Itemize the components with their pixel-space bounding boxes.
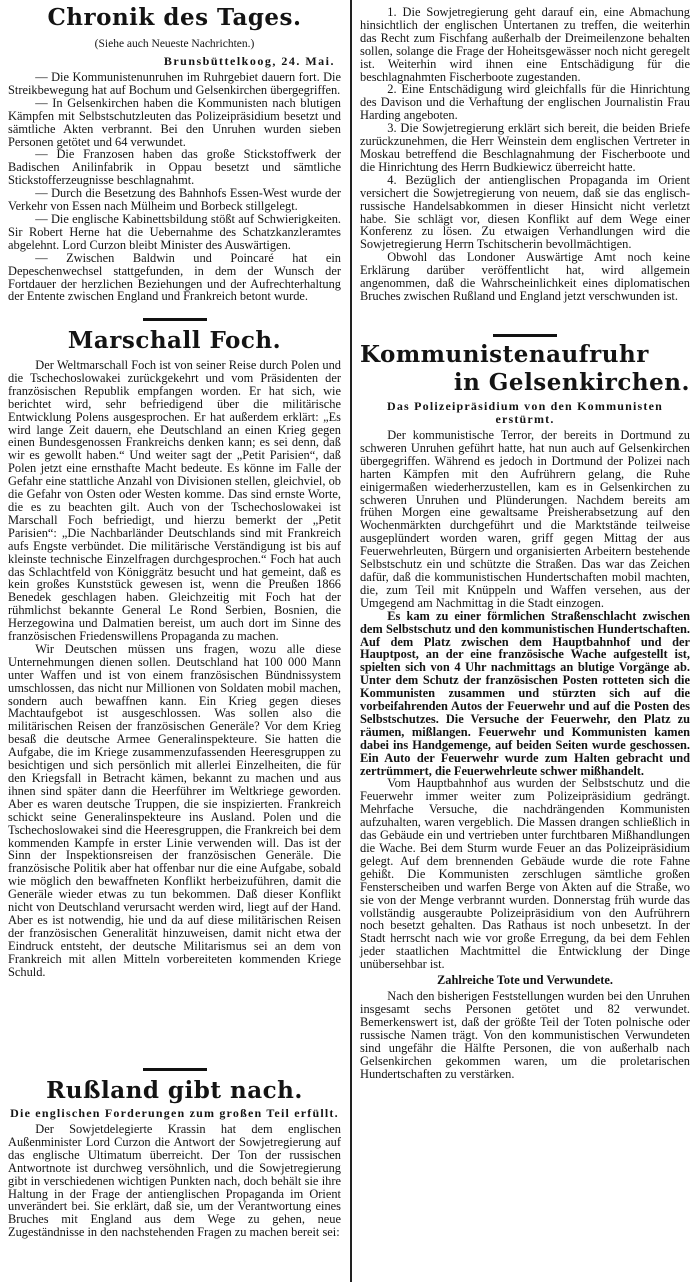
section-rule xyxy=(493,334,557,337)
news-item: — Durch die Besetzung des Bahnhofs Essen-West wurde der Verkehr von Essen nach Mülheim und Borbeck stillgelegt. xyxy=(8,186,341,214)
news-item: — Die englische Kabinettsbildung stößt auf Schwierigkeiten. Sir Robert Herne hat die Uebernahme des Schatzkanzleramtes abgelehnt. Lord Curzon bleibt Minister des Auswärtigen. xyxy=(8,211,341,252)
aufruhr-section xyxy=(360,334,690,1080)
aufruhr-title-line1: Kommunistenaufruhr xyxy=(360,341,649,368)
article-paragraph: Der kommunistische Terror, der bereits in Dortmund zu schweren Unruhen geführt hatte, hat nun auch auf Gelsenkirchen übergegriffen. Während es jedoch in Dortmund der Polizei nach harten Kämpfen mit den Aufrührern gelang, die Ruhe einigermaßen wiederherzustellen, kam es in Gelsenkirchen zu schweren Unruhen und Plünderungen. Nachdem bereits am frühen Morgen eine gewaltsame Preisherabsetzung auf den Wochenmärkten durchgeführt und die Marktstände teilweise ausgeplündert worden waren, griff gegen Mittag der aus Feuerwehrleuten, Bürgern und organisierten Arbeitern bestehende Selbstschutz ein und schützte die Straßen. Das war das Zeichen dafür, daß die kommunistischen Hundertschaften mobil machten, die, zum Teil mit Knüppeln und Waffen versehen, aus der Umgegend am Nachmittag in die Stadt einzogen. xyxy=(360,428,690,610)
article-paragraph: Vom Hauptbahnhof aus wurden der Selbstschutz und die Feuerwehr immer weiter zum Polizeipräsidium gedrängt. Mehrfache Versuche, die nachdrängenden Kommunisten aufzuhalten, waren vergeblich. Die Massen drangen schließlich in das Gebäude ein und vertrieben unter furchtbaren Mißhandlungen die Wache. Bei dem Sturm wurde Feuer an das Polizeipräsidium gelegt. Auf dem brennenden Gebäude wurde die rote Fahne gehißt. Die Kommunisten zerschlugen sämtliche großen Fensterscheiben und warfen Berge von Akten auf die Straße, wo sie von der Menge verbrannt wurden. Donnerstag früh wurde das vollständig ausgeraubte Polizeipräsidium von den Aufrührern noch besetzt gehalten. Das Rathaus ist noch unbesetzt. In der Stadt herrscht nach wie vor große Erregung, da bei dem Fehlen jeder staatlichen Machtmittel die Entwicklung der Dinge unübersehbar ist. xyxy=(360,776,690,972)
chronik-note: (Siehe auch Neueste Nachrichten.) xyxy=(94,38,255,50)
numbered-point: 2. Eine Entschädigung wird gleichfalls für die Hinrichtung des Davison und die Verhaftung der englischen Journalistin Frau Harding angeboten. xyxy=(360,82,690,123)
chronik-dateline: Brunsbüttelkoog, 24. Mai. xyxy=(163,54,335,68)
aufruhr-subhead: Zahlreiche Tote und Verwundete. xyxy=(436,973,614,988)
article-paragraph: Wir Deutschen müssen uns fragen, wozu alle diese Unternehmungen dienen sollen. Deutschland hat 100 000 Mann unter Waffen und ist von einem französischen Bündnissystem umschlossen, das nicht nur Millionen von Soldaten mobil machen, sondern auch bewaffnen kann. Ein Krieg gegen dieses Machtaufgebot ist ausgeschlossen. Was sollen also die militärischen Reisen der französischen Generäle? Vor dem Krieg besaß die deutsche Armee Generalinspekteure. Sie hatten die Aufgabe, die im Kriege zusammenzufassenden Heeresgruppen zu besichtigen und sich persönlich mit allerlei Einzelheiten, die für den Kriegsfall in Betracht kämen, bekannt zu machen und aus ihnen sind später dann die Heerführer im Weltkriege geworden. Aber es waren deutsche Truppen, die sie inspizierten. Frankreich schickt seine Generalinspekteure ins Ausland. Polen und die Tschechoslowakei sind die Heeresgruppen, die Frankreich bei dem kommenden Kampfe in erster Linie verwenden will. Das ist der Sinn der Inspektionsreisen der französischen Generäle. Die französische Politik aber hat offenbar nur die eine Aufgabe, sobald wie möglich den bewaffneten Konflikt herbeizuführen, damit die Generäle wieder etwas zu tun bekommen. Daß dieser Konflikt nicht von Deutschland verursacht werden wird, liegt auf der Hand. Aber es ist notwendig, hie und da auf diese militärischen Reisen der französischen Generalität hinzuweisen, damit nicht etwa der Eindruck entsteht, der deutsche Militarismus sei an dem von Frankreich mit allen Mitteln vorbereiteten kommenden Kriege Schuld. xyxy=(8,641,341,979)
aufruhr-title-line2: in Gelsenkirchen. xyxy=(453,369,690,396)
news-item: — Zwischen Baldwin und Poincaré hat ein Depeschenwechsel stattgefunden, in dem der Wunsch der Fortdauer der herzlichen Beziehungen und der Aufrechterhaltung der Entente zwischen England und Frankreich betont wurde. xyxy=(8,250,341,304)
foch-section xyxy=(8,318,341,979)
article-paragraph: Obwohl das Londoner Auswärtige Amt noch keine Erklärung darüber veröffentlicht hat, wird allgemein angenommen, daß die Wahrscheinlichkeit eines diplomatischen Bruches zwischen Rußland und England jetzt verschwunden ist. xyxy=(360,250,690,303)
news-item: — Die Kommunistenunruhen im Ruhrgebiet dauern fort. Die Streikbewegung hat auf Bochum und Gelsenkirchen übergegriffen. xyxy=(8,70,341,97)
foch-title: Marschall Foch. xyxy=(67,327,282,354)
russland-subtitle: Die englischen Forderungen zum großen Teil erfüllt. xyxy=(10,1106,339,1120)
article-paragraph: Der Weltmarschall Foch ist von seiner Reise durch Polen und die Tschechoslowakei zurückgekehrt und vom Präsidenten der französischen Republik empfangen worden. Er hat sich, wie berichtet wird, sehr befriedigend über die militärische Entwicklung Polens ausgesprochen. Er hat außerdem erklärt: „Es wird lange Zeit dauern, ehe Deutschland an einen Krieg gegen einen Bundesgenossen Frankreichs denken kann; es sei denn, daß wir es gewollt haben.“ Und weiter sagt der „Petit Parisien“, daß Polen jetzt eine ernsthafte Macht bedeute. Es könne im Falle der Gefahr eine stattliche Anzahl von Divisionen stellen, gleichviel, ob die Gefahr von Osten oder Westen komme. Das sind ernste Worte, die es zu beachten gilt. Auch von der Tschechoslowakei ist Marschall Foch befriedigt, und hierzu bemerkt der „Petit Parisien“: „Die Nachbarländer Deutschlands sind mit Frankreich aufs Engste verbündet. Die militärische Verständigung ist bis auf kleinste technische Einzelfragen durchgesprochen.“ Foch hat auch das Schlachtfeld von Königgrätz besucht und hat gemeint, daß es kein großes Kunststück gewesen ist, wenn die Preußen 1866 Benedek geschlagen haben. Gleichzeitig mit Foch hat der rühmlichst bekannte General Le Rond Serbien, Bosnien, die Herzegowina und Dalmatien bereist, um auch dort im Sinne des französischen Friedenswillens Propaganda zu machen. xyxy=(8,358,341,644)
section-rule xyxy=(143,318,207,321)
russland-continued xyxy=(360,6,690,303)
russland-title: Rußland gibt nach. xyxy=(46,1077,303,1104)
russland-section xyxy=(8,1068,341,1239)
article-paragraph: Nach den bisherigen Feststellungen wurden bei den Unruhen insgesamt sechs Personen getötet und 82 verwundet. Bemerkenswert ist, daß der größte Teil der Toten polnische oder russische Namen trägt. Von den kommunistischen Verwundeten sind ungefähr die Hälfte Personen, die von außerhalb nach Gelsenkirchen gekommen waren, um die proletarischen Hundertschaften zu verstärken. xyxy=(360,989,690,1081)
numbered-point: 3. Die Sowjetregierung erklärt sich bereit, die beiden Briefe zurückzunehmen, die Herr Weinstein dem englischen Vertreter in Moskau betreffend die Beschlagnahmung der Fischerboote und die Hinrichtung des Herrn Budkiewicz überreicht hatte. xyxy=(360,121,690,174)
article-paragraph: Es kam zu einer förmlichen Straßenschlacht zwischen dem Selbstschutz und den kommunistischen Hundertschaften. Auf dem Platz zwischen dem Hauptbahnhof und der Hauptpost, an der eine französische Wache aufgestellt ist, spielten sich von 4 Uhr nachmittags an blutige Vorgänge ab. Unter dem Schutz der französischen Posten rotteten sich die Kommunisten zusammen und stürzten sich auf die vorbeifahrenden Autos der Feuerwehr und auf die Posten des Selbstschutzes. Die Versuche der Feuerwehr, den Platz zu räumen, mißlangen. Feuerwehr und Kommunisten kamen dabei ins Handgemenge, auf beiden Seiten wurde geschossen. Ein Auto der Feuerwehr wurde zum Halten gebracht und zertrümmert, die Feuerwehrleute schwer mißhandelt. xyxy=(360,608,690,778)
column-separator xyxy=(350,0,352,1282)
section-rule xyxy=(143,1068,207,1071)
news-item: — Die Franzosen haben das große Stickstoffwerk der Badischen Anilinfabrik in Oppau besetzt und sämtliche Stickstofferzeugnisse beschlagnahmt. xyxy=(8,147,341,188)
aufruhr-subtitle: Das Polizeipräsidium von den Kommunisten erstürmt. xyxy=(386,399,664,426)
chronik-title: Chronik des Tages. xyxy=(47,4,302,31)
article-paragraph: Der Sowjetdelegierte Krassin hat dem englischen Außenminister Lord Curzon die Antwort der Sowjetregierung auf das englische Ultimatum überreicht. Der Ton der russischen Antwortnote ist durchweg versöhnlich, und die Sowjetregierung gibt in verschiedenen wichtigen Punkten nach, doch behält sie ihre Haltung in der Frage der antienglischen Propaganda im Orient unverändert bei. Sie erklärt, daß sie, um der Verantwortung eines Bruches mit England aus dem Wege zu gehen, neue Zugeständnisse in den nachstehenden Fragen zu machen bereit sei: xyxy=(8,1122,341,1240)
numbered-point: 4. Bezüglich der antienglischen Propaganda im Orient versichert die Sowjetregierung von neuem, daß sie das englisch-russische Handelsabkommen in dieser Hinsicht nicht verletzt habe. Sie schlägt vor, diesen Konflikt auf dem Wege einer Konferenz zu lösen. Zu etwaigen Verhandlungen wird die Sowjetregierung Herrn Tschitscherin bevollmächtigen. xyxy=(360,172,690,252)
numbered-point: 1. Die Sowjetregierung geht darauf ein, eine Abmachung hinsichtlich der englischen Untertanen zu treffen, die weiterhin das Recht zum Fischfang außerhalb der Dreimeilenzone behalten sollen, solange die Frage der Hoheitsgewässer noch nicht geregelt ist. Weiterhin wird ihnen eine Entschädigung für die beschlagnahmten Fischerboote zugestanden. xyxy=(360,5,690,84)
chronik-section xyxy=(8,4,341,303)
news-item: — In Gelsenkirchen haben die Kommunisten nach blutigen Kämpfen mit Selbstschutzleuten das Polizeipräsidium besetzt und sämtliche Akten verbrannt. Bei den Unruhen wurden sieben Personen getötet und 64 verwundet. xyxy=(8,95,341,149)
